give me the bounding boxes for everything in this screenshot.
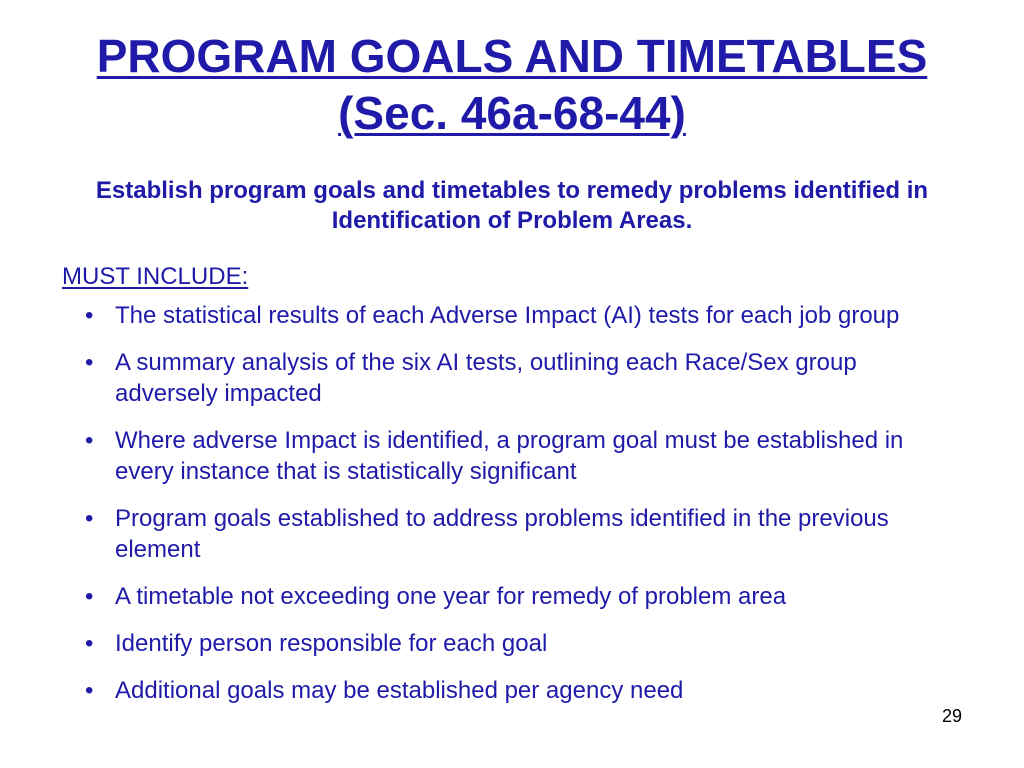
list-item [83, 425, 943, 487]
page-number: 29 [941, 706, 962, 726]
slide-title: PROGRAM GOALS AND TIMETABLES (Sec. 46a-68-44) [96, 30, 928, 139]
requirements-list [83, 300, 943, 722]
list-item [83, 503, 943, 565]
list-item [83, 347, 943, 409]
bullet-icon: • [85, 677, 94, 704]
bullet-icon: • [85, 349, 94, 376]
list-item-text: Where adverse Impact is identified, a program goal must be established in every instance that is statistically significant [115, 427, 904, 485]
list-item-text: Additional goals may be established per agency need [115, 677, 684, 704]
list-item [83, 581, 943, 612]
list-item-text: The statistical results of each Adverse Impact (AI) tests for each job group [115, 302, 900, 329]
list-item-text: A summary analysis of the six AI tests, outlining each Race/Sex group adversely impacted [115, 349, 857, 407]
bullet-icon: • [85, 630, 94, 657]
list-item-text: A timetable not exceeding one year for remedy of problem area [115, 583, 787, 610]
list-item-text: Identify person responsible for each goal [115, 630, 548, 657]
bullet-icon: • [85, 583, 94, 610]
bullet-icon: • [85, 302, 94, 329]
slide-subtitle: Establish program goals and timetables to remedy problems identified in Identification of Problem Areas. [95, 177, 929, 234]
list-item [83, 300, 943, 331]
list-item [83, 628, 943, 659]
bullet-icon: • [85, 427, 94, 454]
list-item-text: Program goals established to address problems identified in the previous element [115, 505, 889, 563]
list-item [83, 675, 943, 706]
bullet-icon: • [85, 505, 94, 532]
must-include-heading: MUST INCLUDE: [62, 263, 249, 290]
